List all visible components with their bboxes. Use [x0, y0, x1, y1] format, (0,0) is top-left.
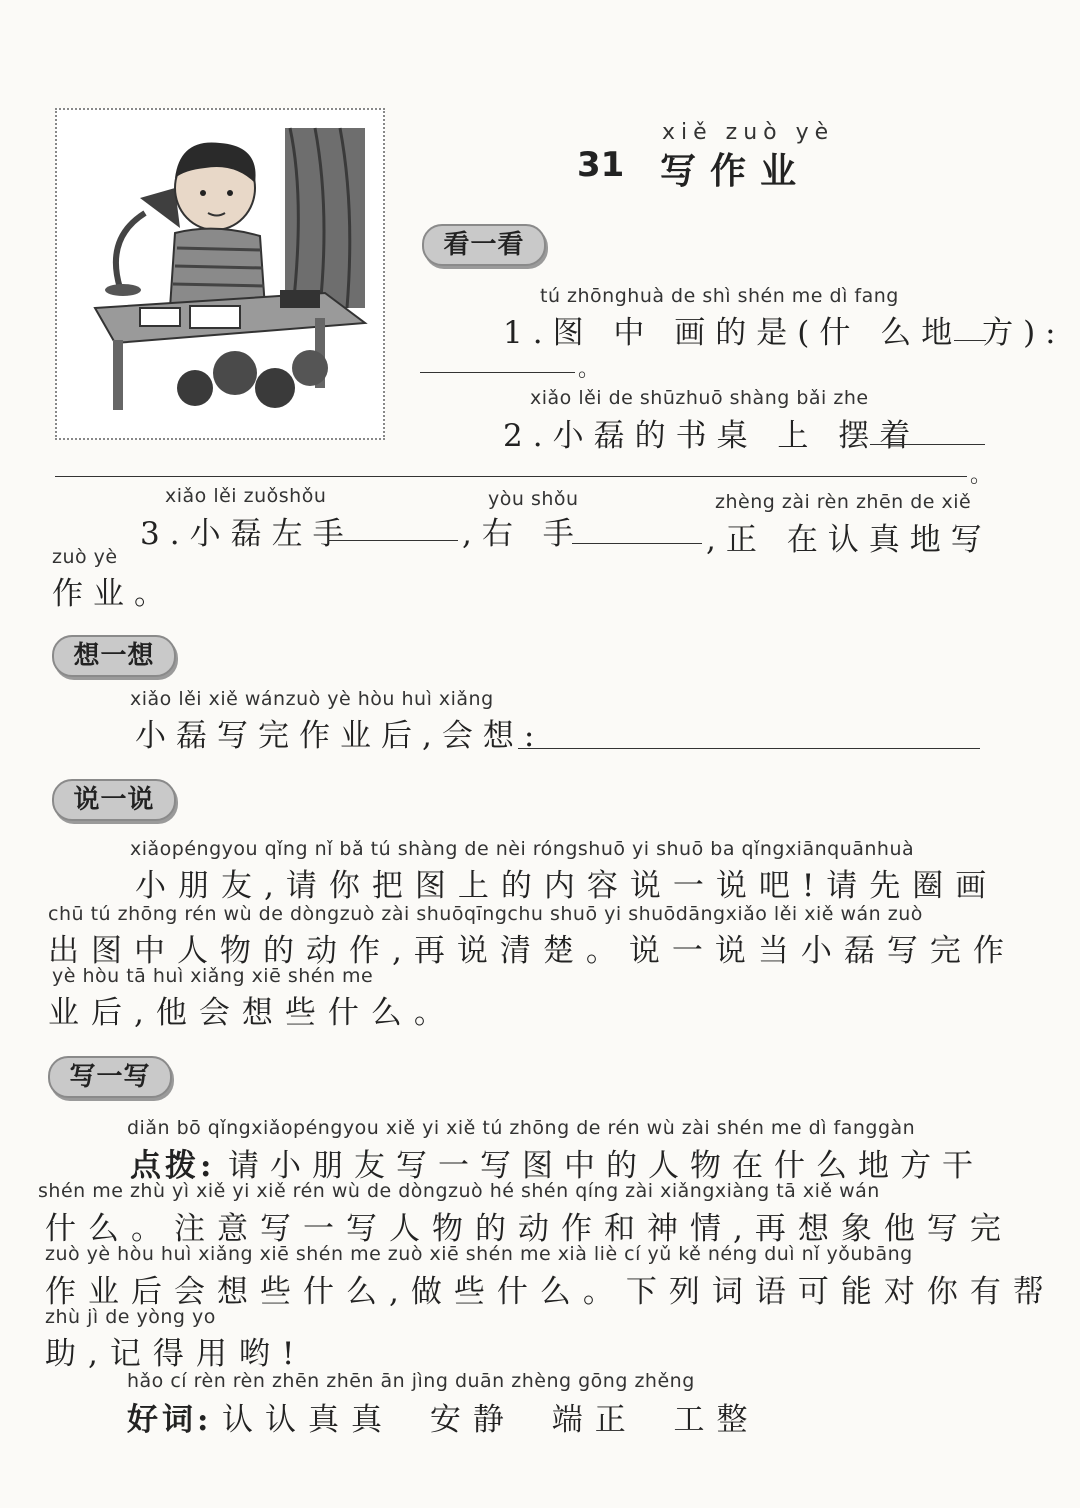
q1-blank-b[interactable]	[420, 372, 575, 373]
shuo-l3-pinyin: yè hòu tā huì xiǎng xiē shén me	[52, 965, 374, 987]
q2-pinyin: xiǎo lěi de shūzhuō shàng bǎi zhe	[530, 387, 869, 409]
xiang-text: 小磊写完作业后,会想:	[135, 718, 545, 754]
xiang-blank[interactable]	[518, 748, 980, 749]
q3-text-c: ,正 在认真地写	[706, 522, 992, 558]
xiang-pinyin: xiǎo lěi xiě wánzuò yè hòu huì xiǎng	[130, 688, 494, 710]
q2-blank-b[interactable]	[55, 476, 967, 477]
q3-blank-right[interactable]	[572, 543, 702, 544]
xie-l5-label: 好词:	[127, 1402, 213, 1438]
xie-l3-pinyin: zuò yè hòu huì xiǎng xiē shén me zuò xiē shén me xià liè cí yǔ kě néng duì nǐ yǒubāng	[45, 1243, 913, 1265]
q3-pinyin-b: yòu shǒu	[488, 488, 579, 510]
illustration-boy-doing-homework	[55, 108, 385, 440]
q1-pinyin: tú zhōnghuà de shì shén me dì fang	[540, 285, 899, 307]
q3-text-b: ,右 手	[462, 516, 584, 552]
shuo-l2-text: 出图中人物的动作,再说清楚。说一说当小磊写完作	[48, 933, 1016, 969]
section-tag-xiang: 想一想	[52, 635, 176, 677]
xie-l4-pinyin: zhù jì de yòng yo	[45, 1306, 216, 1328]
xie-l3-text: 作业后会想些什么,做些什么。下列词语可能对你有帮	[45, 1274, 1056, 1310]
xie-l4-text: 助,记得用哟!	[45, 1336, 307, 1372]
xie-l1-pinyin: diǎn bō qǐngxiǎopéngyou xiě yi xiě tú zhōng de rén wù zài shén me dì fanggàn	[127, 1117, 916, 1139]
xie-l5-pinyin: hǎo cí rèn rèn zhēn zhēn ān jìng duān zhèng gōng zhěng	[127, 1370, 695, 1392]
q1-end: 。	[578, 357, 601, 382]
lesson-number: 31	[577, 145, 625, 185]
shuo-l1-pinyin: xiǎopéngyou qǐng nǐ bǎ tú shàng de nèi róngshuō yi shuō ba qǐngxiānquānhuà	[130, 838, 915, 860]
shuo-l2-pinyin: chū tú zhōng rén wù de dòngzuò zài shuōqīngchu shuō yi shuōdāngxiǎo lěi xiě wán zuò	[48, 903, 923, 925]
xie-l2-pinyin: shén me zhù yì xiě yi xiě rén wù de dòngzuò hé shén qíng zài xiǎngxiàng tā xiě wán	[38, 1180, 880, 1202]
q2-blank-a[interactable]	[870, 444, 985, 445]
q1-text: 1.图 中 画的是(什 么地 方):	[503, 315, 1066, 351]
q3-text-a: 3.小磊左手	[140, 516, 354, 552]
xie-l5-words: 认认真真 安静 端正 工整	[222, 1402, 760, 1438]
xie-l1-label: 点拨:	[130, 1148, 216, 1184]
q3-blank-left[interactable]	[328, 540, 458, 541]
section-tag-xie: 写一写	[48, 1056, 172, 1098]
q3-pinyin-c: zhèng zài rèn zhēn de xiě	[715, 491, 972, 513]
q3-text-d: 作业。	[52, 576, 175, 612]
shuo-l3-text: 业后,他会想些什么。	[48, 995, 457, 1031]
q1-blank-a[interactable]	[954, 340, 986, 341]
section-tag-shuo: 说一说	[52, 779, 176, 821]
q3-pinyin-d: zuò yè	[52, 546, 118, 568]
xie-l2-text: 什么。注意写一写人物的动作和神情,再想象他写完	[45, 1211, 1013, 1247]
lesson-title: 写作业	[660, 151, 811, 192]
section-tag-kan: 看一看	[422, 224, 546, 266]
shuo-l1-text: 小朋友,请你把图上的内容说一说吧!请先圈画	[135, 868, 999, 904]
q2-text: 2.小磊的书桌 上 摆着	[503, 418, 921, 454]
title-pinyin: xiě zuò yè	[662, 120, 835, 145]
q3-pinyin-a: xiǎo lěi zuǒshǒu	[165, 485, 327, 507]
xie-l1-text: 请小朋友写一写图中的人物在什么地方干	[228, 1148, 984, 1184]
boy-at-desk-drawing	[65, 118, 375, 430]
q2-end: 。	[970, 463, 993, 488]
